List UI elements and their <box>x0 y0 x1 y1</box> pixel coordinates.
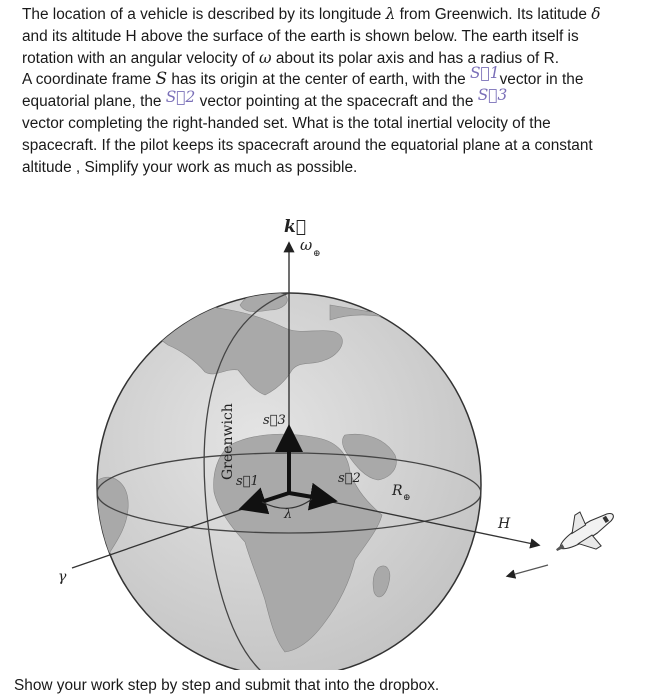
problem-line-3: rotation with an angular velocity of ω about its polar axis and has a radius of R. <box>22 48 560 67</box>
svg-text:R: R <box>392 483 403 499</box>
s2-label: s⃗2 <box>338 471 361 486</box>
earth-diagram-svg <box>0 210 668 670</box>
k-label: k⃗ <box>284 217 306 237</box>
problem-line-1: The location of a vehicle is described by its longitude λ from Greenwich. Its latitude δ <box>22 5 601 23</box>
h-label: H <box>498 516 511 532</box>
earth-diagram <box>0 210 668 670</box>
footer-instruction: Show your work step by step and submit that into the dropbox. <box>14 677 440 694</box>
problem-line-8: altitude , Simplify your work as much as possible. <box>22 158 358 176</box>
altitude-h-arrow <box>508 565 548 576</box>
s1-label: s⃗1 <box>236 474 259 489</box>
spacecraft <box>546 498 624 567</box>
s3-label: s⃗3 <box>263 413 286 428</box>
problem-line-6: vector completing the right-handed set. What is the total inertial velocity of the <box>22 114 551 132</box>
problem-statement <box>22 4 652 178</box>
greenwich-label: Greenwich <box>220 403 236 480</box>
gamma-label: γ <box>58 569 67 585</box>
svg-text:ω: ω <box>300 236 313 254</box>
problem-line-7: spacecraft. If the pilot keeps its spacecraft around the equatorial plane at a constant <box>22 136 593 154</box>
problem-line-5: equatorial plane, the S⃗2 vector pointing at the spacecraft and the S⃗3 <box>22 86 508 111</box>
svg-text:⊕: ⊕ <box>313 249 321 259</box>
lambda-label: λ <box>284 507 293 522</box>
omega-earth-label <box>300 236 321 259</box>
svg-text:⊕: ⊕ <box>403 493 411 503</box>
problem-line-2: and its altitude H above the surface of the earth is shown below. The earth itself is <box>22 27 579 45</box>
problem-line-4: A coordinate frame S has its origin at the center of earth, with the S⃗1vector in the <box>22 64 584 90</box>
